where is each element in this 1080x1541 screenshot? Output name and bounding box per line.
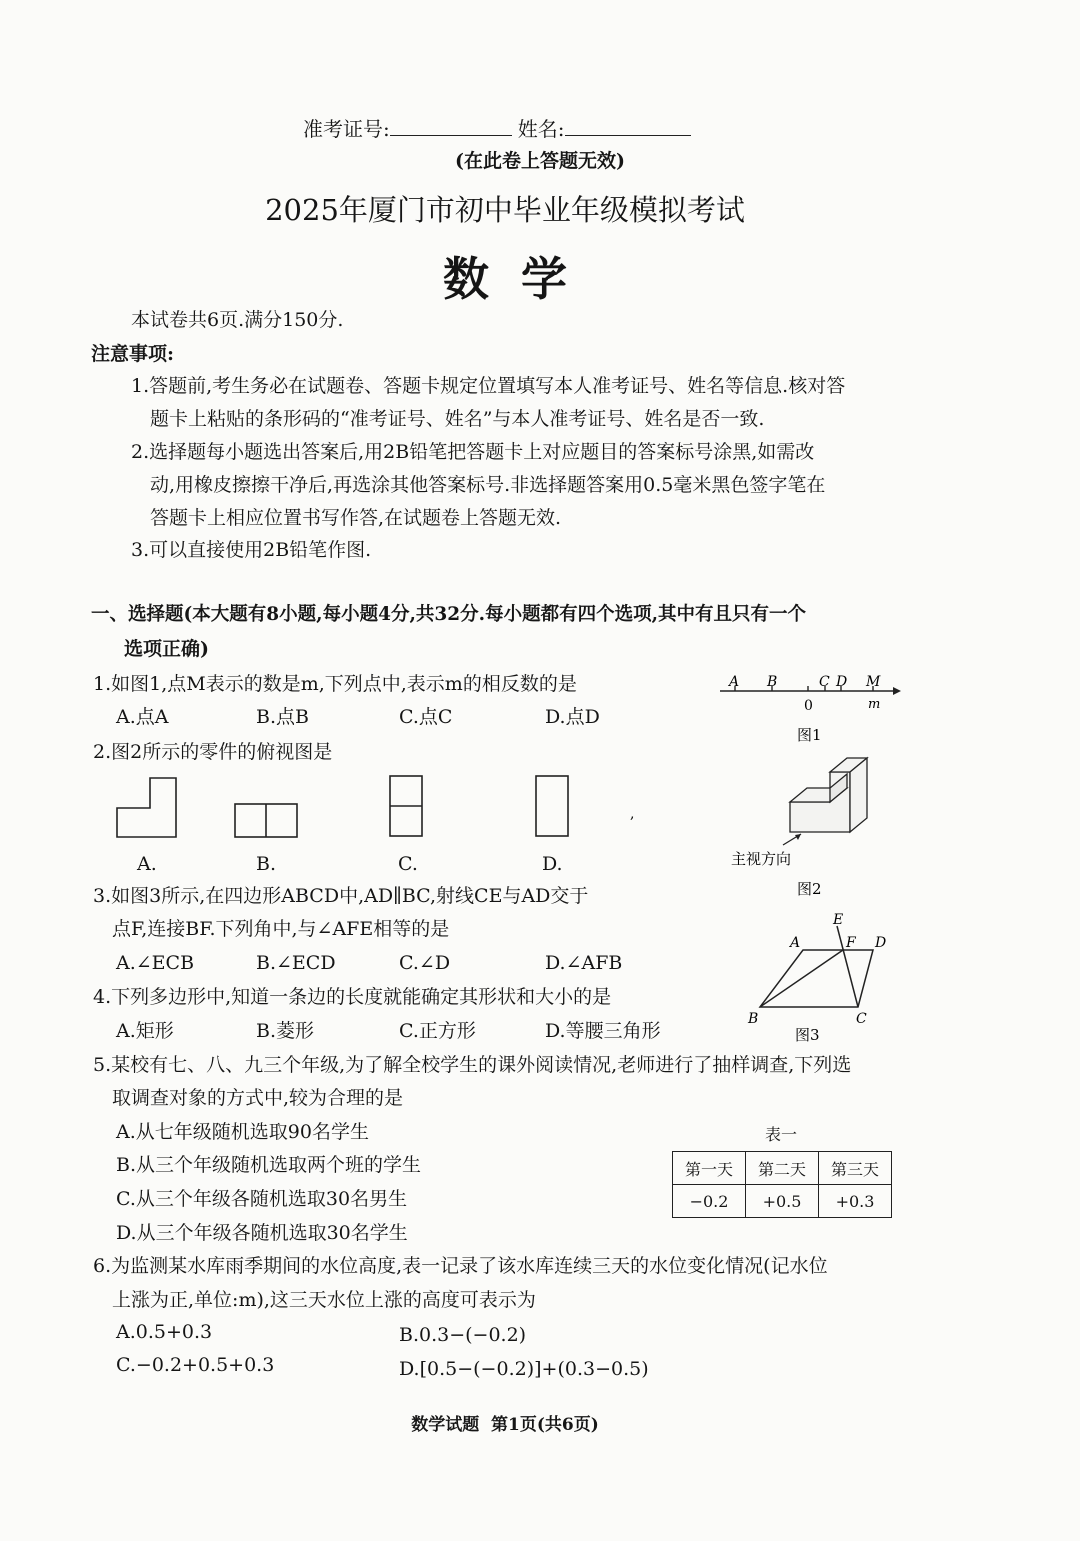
figure-1-number-line bbox=[715, 668, 905, 748]
q3-option-a: A.∠ECB bbox=[116, 952, 195, 974]
table-header-cell: 第二天 bbox=[746, 1152, 819, 1185]
q1-option-c: C.点C bbox=[399, 706, 453, 728]
question-6-stem: 6.为监测某水库雨季期间的水位高度,表一记录了该水库连续三天的水位变化情况(记水位 bbox=[93, 1255, 828, 1277]
notice-title: 注意事项: bbox=[91, 343, 175, 365]
question-5-stem-cont: 取调查对象的方式中,较为合理的是 bbox=[112, 1087, 404, 1109]
point-d-label: D bbox=[836, 674, 848, 690]
section-heading: 一、选择题(本大题有8小题,每小题4分,共32分.每小题都有四个选项,其中有且只有一个 bbox=[91, 604, 807, 625]
q4-option-c: C.正方形 bbox=[399, 1020, 476, 1042]
svg-text:,: , bbox=[630, 806, 635, 822]
q2-option-a: A. bbox=[137, 853, 157, 875]
q3-option-c: C.∠D bbox=[399, 952, 451, 974]
view-a-l-shape bbox=[117, 778, 176, 837]
figure-3-caption: 图3 bbox=[795, 1026, 820, 1044]
q1-option-b: B.点B bbox=[256, 706, 309, 728]
q2-option-shapes bbox=[112, 770, 652, 845]
table-cell: +0.5 bbox=[746, 1185, 819, 1218]
m-label: m bbox=[868, 697, 881, 712]
q2-option-b: B. bbox=[256, 853, 277, 875]
figure-2-caption: 图2 bbox=[797, 880, 822, 898]
point-b-label: B bbox=[767, 674, 778, 690]
q5-option-a: A.从七年级随机选取90名学生 bbox=[116, 1121, 369, 1143]
name-label: 姓名: bbox=[517, 117, 565, 141]
table-row bbox=[673, 1185, 892, 1218]
view-d-rect bbox=[536, 776, 568, 836]
name-blank bbox=[565, 117, 691, 136]
point-d-label: D bbox=[875, 935, 887, 951]
q6-option-b: B.0.3−(−0.2) bbox=[399, 1324, 527, 1346]
q6-option-a: A.0.5+0.3 bbox=[116, 1321, 213, 1343]
admission-number-blank bbox=[390, 117, 512, 136]
question-5-stem: 5.某校有七、八、九三个年级,为了解全校学生的课外阅读情况,老师进行了抽样调查,下列选 bbox=[93, 1054, 852, 1076]
q1-option-d: D.点D bbox=[545, 706, 600, 728]
question-6-stem-cont: 上涨为正,单位:m),这三天水位上涨的高度可表示为 bbox=[112, 1289, 536, 1311]
q6-option-c: C.−0.2+0.5+0.3 bbox=[116, 1354, 275, 1376]
question-1-stem: 1.如图1,点M表示的数是m,下列点中,表示m的相反数的是 bbox=[93, 673, 577, 695]
notice-line: 1.答题前,考生务必在试题卷、答题卡规定位置填写本人准考证号、姓名等信息.核对答 bbox=[131, 375, 846, 397]
notice-line: 题卡上粘贴的条形码的“准考证号、姓名”与本人准考证号、姓名是否一致. bbox=[150, 408, 765, 430]
question-3-stem-cont: 点F,连接BF.下列角中,与∠AFE相等的是 bbox=[112, 918, 450, 940]
invalid-note: (在此卷上答题无效) bbox=[455, 150, 625, 172]
table-1-title: 表一 bbox=[764, 1125, 797, 1144]
question-2-stem: 2.图2所示的零件的俯视图是 bbox=[93, 741, 333, 763]
q5-option-d: D.从三个年级各随机选取30名学生 bbox=[116, 1222, 408, 1244]
q3-option-b: B.∠ECD bbox=[256, 952, 336, 974]
q1-option-a: A.点A bbox=[116, 706, 169, 728]
figure-2-solid bbox=[725, 752, 885, 902]
figure-3-quadrilateral bbox=[745, 910, 905, 1050]
table-header-row bbox=[673, 1152, 892, 1185]
section-heading-cont: 选项正确) bbox=[124, 638, 209, 660]
notice-line: 答题卡上相应位置书写作答,在试题卷上答题无效. bbox=[150, 507, 562, 529]
q4-option-d: D.等腰三角形 bbox=[545, 1020, 661, 1042]
q4-option-b: B.菱形 bbox=[256, 1020, 315, 1042]
notice-line: 动,用橡皮擦擦干净后,再选涂其他答案标号.非选择题答案用0.5毫米黑色签字笔在 bbox=[150, 474, 826, 496]
q2-option-c: C. bbox=[398, 853, 418, 875]
point-a-label: A bbox=[790, 935, 801, 951]
point-f-label: F bbox=[846, 935, 856, 951]
table-1 bbox=[672, 1151, 892, 1218]
table-cell: +0.3 bbox=[819, 1185, 892, 1218]
point-c-label: C bbox=[819, 674, 830, 690]
figure-1-caption: 图1 bbox=[797, 726, 822, 744]
question-4-stem: 4.下列多边形中,知道一条边的长度就能确定其形状和大小的是 bbox=[93, 986, 612, 1008]
point-a-label: A bbox=[729, 674, 740, 690]
view-direction-label: 主视方向 bbox=[731, 850, 792, 868]
point-m-label: M bbox=[866, 674, 881, 690]
point-b-label: B bbox=[748, 1011, 759, 1027]
q5-option-c: C.从三个年级各随机选取30名男生 bbox=[116, 1188, 408, 1210]
point-e-label: E bbox=[833, 912, 844, 928]
q6-option-d: D.[0.5−(−0.2)]+(0.3−0.5) bbox=[399, 1358, 649, 1380]
zero-label: 0 bbox=[804, 698, 813, 714]
q5-option-b: B.从三个年级随机选取两个班的学生 bbox=[116, 1154, 422, 1176]
admission-number-label: 准考证号: bbox=[303, 117, 390, 141]
paper-info: 本试卷共6页.满分150分. bbox=[131, 309, 344, 331]
subject-title: 数 学 bbox=[442, 252, 568, 306]
table-header-cell: 第一天 bbox=[673, 1152, 746, 1185]
exam-title: 2025年厦门市初中毕业年级模拟考试 bbox=[265, 193, 745, 227]
q3-option-d: D.∠AFB bbox=[545, 952, 623, 974]
q4-option-a: A.矩形 bbox=[116, 1020, 174, 1042]
notice-line: 3.可以直接使用2B铅笔作图. bbox=[131, 539, 372, 561]
notice-line: 2.选择题每小题选出答案后,用2B铅笔把答题卡上对应题目的答案标号涂黑,如需改 bbox=[131, 441, 815, 463]
q2-option-d: D. bbox=[542, 853, 563, 875]
table-header-cell: 第三天 bbox=[819, 1152, 892, 1185]
question-3-stem: 3.如图3所示,在四边形ABCD中,AD∥BC,射线CE与AD交于 bbox=[93, 885, 589, 907]
table-cell: −0.2 bbox=[673, 1185, 746, 1218]
point-c-label: C bbox=[856, 1011, 867, 1027]
admission-number-field bbox=[303, 113, 691, 142]
page-footer: 数学试题 第1页(共6页) bbox=[411, 1415, 599, 1435]
